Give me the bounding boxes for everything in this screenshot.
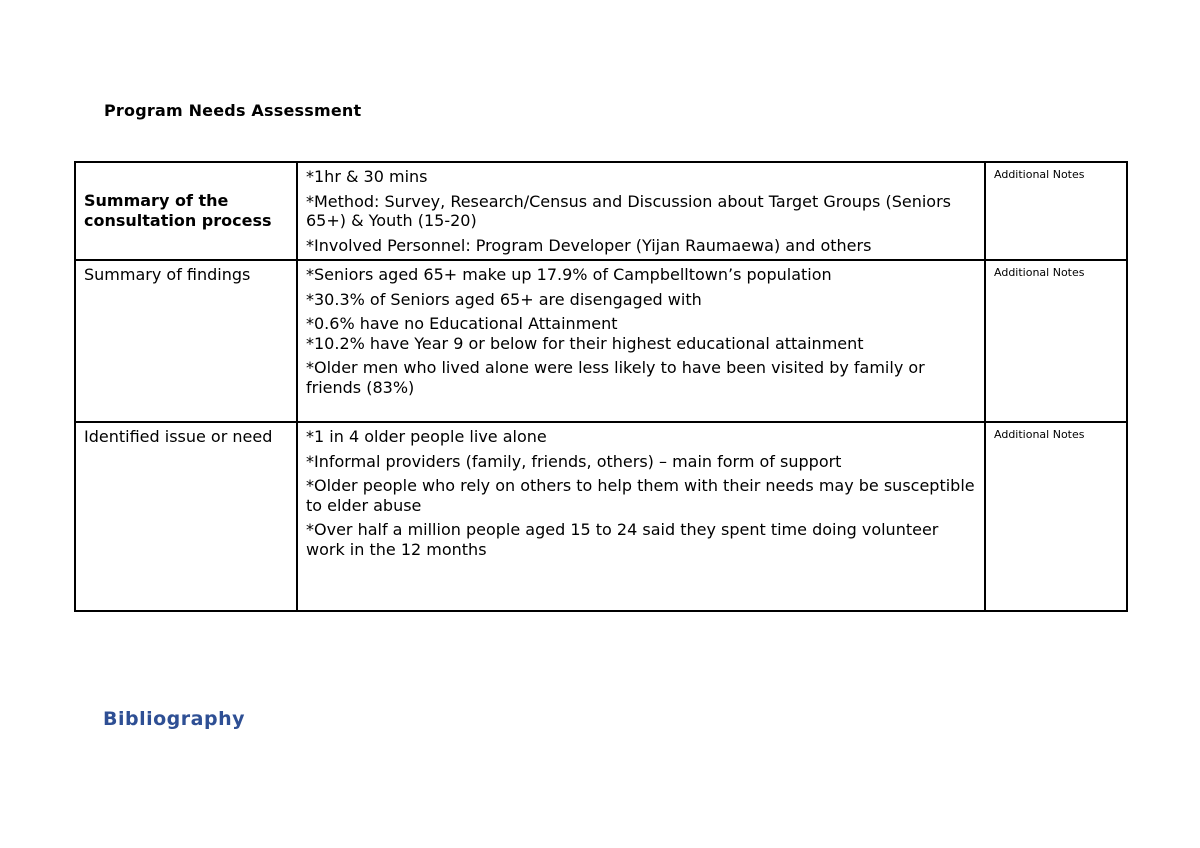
row-label-consultation: Summary of the consultation process xyxy=(84,191,272,230)
bibliography-heading: Bibliography xyxy=(103,708,245,730)
content-line: *1 in 4 older people live alone xyxy=(306,427,547,446)
row-label-cell xyxy=(75,260,297,422)
document-title: Program Needs Assessment xyxy=(104,101,362,120)
needs-assessment-table xyxy=(74,161,1128,612)
row-content-cell xyxy=(297,162,985,260)
content-line: *Over half a million people aged 15 to 24 said they spent time doing volunteer work in the 12 months xyxy=(306,520,939,559)
additional-notes-label: Additional Notes xyxy=(994,168,1085,181)
table-row-findings xyxy=(75,260,1127,422)
row-content-cell xyxy=(297,260,985,422)
table-row-consultation xyxy=(75,162,1127,260)
row-label-cell xyxy=(75,422,297,611)
content-line: *Informal providers (family, friends, others) – main form of support xyxy=(306,451,842,471)
notes-cell xyxy=(985,162,1127,260)
row-label-issues: Identified issue or need xyxy=(84,427,273,446)
additional-notes-label: Additional Notes xyxy=(994,266,1085,279)
additional-notes-label: Additional Notes xyxy=(994,428,1085,441)
content-line: *Involved Personnel: Program Developer (Yijan Raumaewa) and others xyxy=(306,235,872,255)
content-line: *Older people who rely on others to help them with their needs may be susceptible to elder abuse xyxy=(306,476,975,515)
content-line: *Seniors aged 65+ make up 17.9% of Campbelltown’s population xyxy=(306,265,832,284)
row-label-findings: Summary of findings xyxy=(84,265,251,284)
notes-cell xyxy=(985,260,1127,422)
notes-cell xyxy=(985,422,1127,611)
content-line: *Method: Survey, Research/Census and Discussion about Target Groups (Seniors 65+) & Youth (15-20) xyxy=(306,191,952,230)
table-row-issues xyxy=(75,422,1127,611)
row-content-cell xyxy=(297,422,985,611)
content-line: *0.6% have no Educational Attainment xyxy=(306,314,618,333)
content-line: *10.2% have Year 9 or below for their highest educational attainment xyxy=(306,333,864,353)
content-line: *30.3% of Seniors aged 65+ are disengaged with xyxy=(306,289,702,309)
row-label-cell xyxy=(75,162,297,260)
content-line: *1hr & 30 mins xyxy=(306,167,428,186)
content-line: *Older men who lived alone were less likely to have been visited by family or friends (83%) xyxy=(306,358,925,397)
